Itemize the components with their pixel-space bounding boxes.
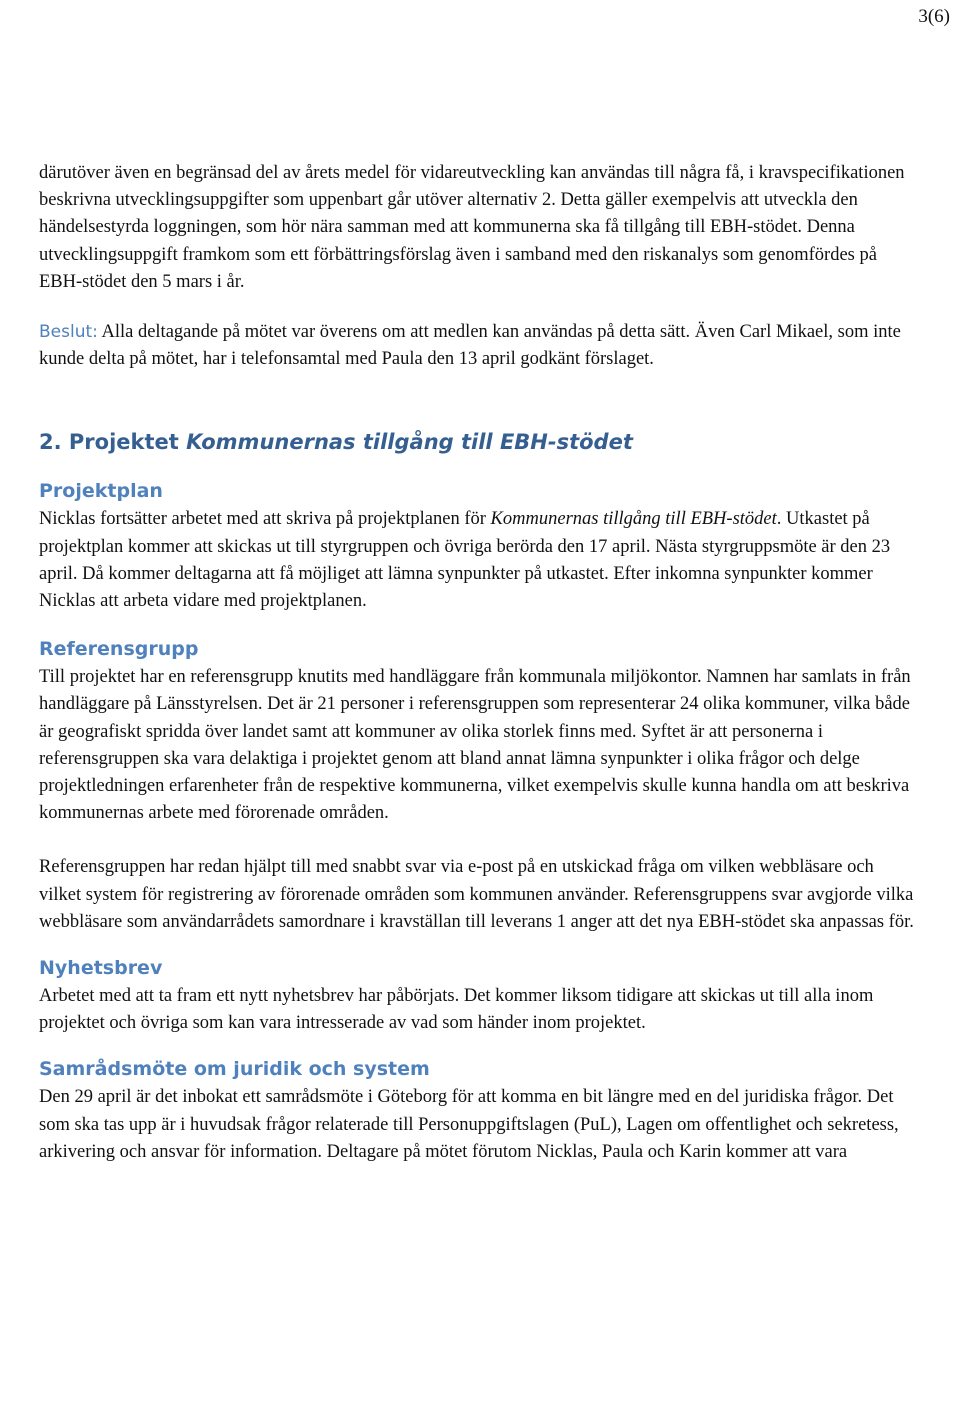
intro-paragraph: därutöver även en begränsad del av årets medel för vidareutveckling kan användas till några få, i kravspecifikationen beskrivna utvecklingsuppgifter som uppenbart går utöver alternativ 2. Detta gäller exempelvis att utveckla den händelsestyrda loggningen, som hör nära samman med att kommunerna ska få tillgång till EBH-stödet. Denna utvecklingsuppgift framkom som ett förbättringsförslag även i samband med den riskanalys som genomfördes på EBH-stödet den 5 mars i år. <box>39 163 905 292</box>
section-heading <box>39 427 919 457</box>
projektplan-heading: Projektplan <box>39 480 163 503</box>
projektplan-paragraph <box>39 506 919 615</box>
projektplan-text-after: . Utkastet på projektplan kommer att skickas ut till styrgruppen och övriga berörda den 17 april. Nästa styrgruppsmöte är den 23 april. Då kommer deltagarna att få möjliget att lämna synpunkter på utkastet. Efter inkomna synpunkter kommer Nicklas att arbeta vidare med projektplanen. <box>39 509 891 612</box>
decision-paragraph <box>39 319 919 373</box>
section-heading-title: Kommunernas tillgång till EBH-stödet <box>186 430 633 455</box>
nyhetsbrev-heading: Nyhetsbrev <box>39 957 163 980</box>
projektplan-text-italic: Kommunernas tillgång till EBH-stödet <box>490 509 777 530</box>
page-number: 3(6) <box>918 6 950 27</box>
nyhetsbrev-paragraph: Arbetet med att ta fram ett nytt nyhetsbrev har påbörjats. Det kommer liksom tidigare att skickas ut till alla inom projektet och övriga som kan vara intresserade av vad som händer inom projektet. <box>39 986 874 1034</box>
referensgrupp-paragraph-2: Referensgruppen har redan hjälpt till med snabbt svar via e-post på en utskickad fråga om vilken webbläsare och vilket system för registrering av förorenade områden som kommunen använder. Referensgruppens svar avgjorde vilka webbläsare som användarrådets samordnare i kravställan till leverans 1 anger att det nya EBH-stödet ska anpassas för. <box>39 857 914 932</box>
projektplan-text-before: Nicklas fortsätter arbetet med att skriva på projektplanen för <box>39 509 491 530</box>
decision-text: Alla deltagande på mötet var överens om att medlen kan användas på detta sätt. Även Carl Mikael, som inte kunde delta på mötet, har i telefonsamtal med Paula den 13 april godkänt förslaget. <box>39 322 901 370</box>
decision-label: Beslut: <box>39 322 98 343</box>
samradsmote-heading: Samrådsmöte om juridik och system <box>39 1058 430 1081</box>
referensgrupp-heading: Referensgrupp <box>39 638 199 661</box>
document-body <box>39 160 919 1166</box>
section-heading-prefix: 2. Projektet <box>39 430 187 455</box>
samradsmote-paragraph: Den 29 april är det inbokat ett samrådsmöte i Göteborg för att komma en bit längre med en del juridiska frågor. Det som ska tas upp är i huvudsak frågor relaterade till Personuppgiftslagen (PuL), Lagen om offentlighet och sekretess, arkivering och ansvar för information. Deltagare på mötet förutom Nicklas, Paula och Karin kommer att vara <box>39 1087 899 1162</box>
referensgrupp-paragraph-1: Till projektet har en referensgrupp knutits med handläggare från kommunala miljökontor. Namnen har samlats in från handläggare på Länsstyrelsen. Det är 21 personer i referensgruppen som representerar 24 olika kommuner, vilka både är geografiskt spridda över landet samt att kommuner av olika storlek finns med. Syftet är att personerna i referensgruppen ska vara delaktiga i projektet genom att bland annat lämna synpunkter i olika frågor och delge projektledningen erfarenheter från de respektive kommunerna, vilket exempelvis skulle kunna handla om att beskriva kommunernas arbete med förorenade områden. <box>39 667 911 824</box>
